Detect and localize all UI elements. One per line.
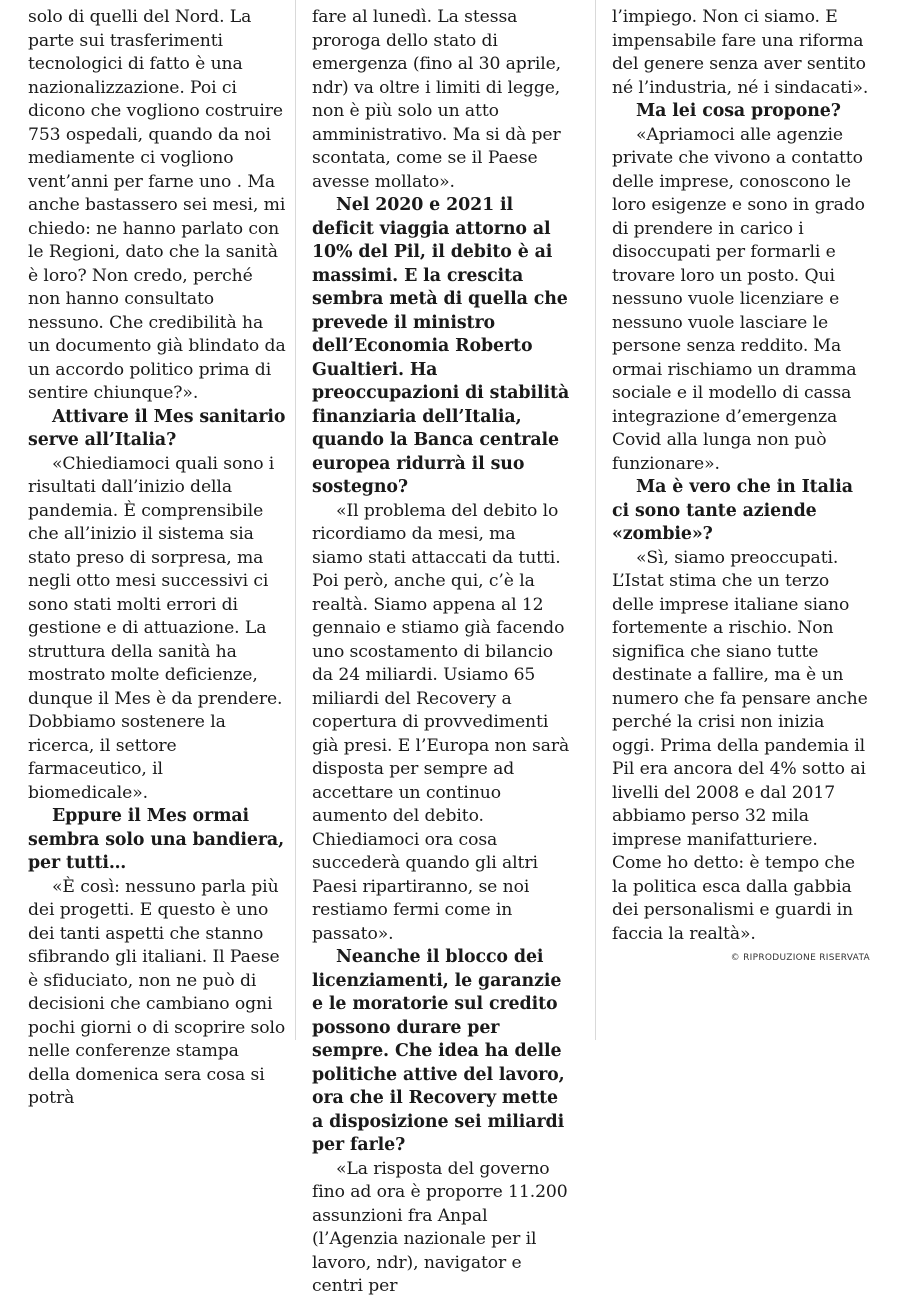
- interview-question: Ma lei cosa propone?: [636, 101, 841, 121]
- answer-continuation: fare al lunedì. La stessa proroga dello stato di emergenza (fino al 30 aprile, ndr) va oltre i limiti di legge, non è più solo un atto amministrativo. Ma si dà per scontata, come se il Paese avesse mollato».: [312, 7, 562, 192]
- answer-continuation: solo di quelli del Nord. La parte sui trasferimenti tecnologici di fatto è una nazionalizzazione. Poi ci dicono che vogliono costruire 753 ospedali, quando da noi mediamente ci vogliono vent’anni per farne uno . Ma anche bastassero sei mesi, mi chiedo: ne hanno parlato con le Regioni, dato che la sanità è loro? Non credo, perché non hanno consultato nessuno. Che credibilità ha un documento già blindato da un accordo politico prima di sentire chiunque?».: [28, 7, 286, 403]
- interview-question: Nel 2020 e 2021 il deficit viaggia attorno al 10% del Pil, il debito è ai massimi. E la crescita sembra metà di quella che prevede il ministro dell’Economia Roberto Gualtieri. Ha preoccupazioni di stabilità finanziaria dell’Italia, quando la Banca centrale europea ridurrà il suo sostegno?: [312, 195, 570, 497]
- interview-answer: «Sì, siamo preoccupati. L’Istat stima che un terzo delle imprese italiane siano fortemente a rischio. Non significa che siano tutte destinate a fallire, ma è un numero che fa pensare anche perché la crisi non inizia oggi. Prima della pandemia il Pil era ancora del 4% sotto ai livelli del 2008 e dal 2017 abbiamo perso 32 mila imprese manifatturiere. Come ho detto: è tempo che la politica esca dalla gabbia dei personalismi e guardi in faccia la realtà».: [612, 547, 868, 944]
- interview-answer: «Apriamoci alle agenzie private che vivono a contatto delle imprese, conoscono le loro esigenze e sono in grado di prendere in carico i disoccupati per formarli e trovare loro un posto. Qui nessuno vuole licenziare e nessuno vuole lasciare le persone senza reddito. Ma ormai rischiamo un dramma sociale e il modello di cassa integrazione d’emergenza Covid alla lunga non può funzionare».: [612, 124, 865, 474]
- article-column-1: [28, 6, 286, 1111]
- copyright-notice: © RIPRODUZIONE RISERVATA: [730, 953, 870, 963]
- answer-continuation: l’impiego. Non ci siamo. E impensabile fare una riforma del genere senza aver sentito né l’industria, né i sindacati».: [612, 7, 869, 98]
- article-column-2: [312, 6, 570, 1299]
- article-column-3: [612, 6, 870, 964]
- interview-answer: «La risposta del governo fino ad ora è proporre 11.200 assunzioni fra Anpal (l’Agenzia nazionale per il lavoro, ndr), navigator e centri per: [312, 1158, 568, 1296]
- column-divider: [295, 0, 296, 1040]
- column-divider: [595, 0, 596, 1040]
- interview-question: Ma è vero che in Italia ci sono tante aziende «zombie»?: [612, 477, 853, 544]
- interview-question: Attivare il Mes sanitario serve all’Italia?: [28, 406, 286, 450]
- interview-answer: «Il problema del debito lo ricordiamo da mesi, ma siamo stati attaccati da tutti. Poi però, anche qui, c’è la realtà. Siamo appena al 12 gennaio e stiamo già facendo uno scostamento di bilancio da 24 miliardi. Usiamo 65 miliardi del Recovery a copertura di provvedimenti già presi. E l’Europa non sarà disposta per sempre ad accettare un continuo aumento del debito. Chiediamoci ora cosa succederà quando gli altri Paesi ripartiranno, se noi restiamo fermi come in passato».: [312, 500, 570, 944]
- interview-answer: «Chiediamoci quali sono i risultati dall’inizio della pandemia. È comprensibile che all’inizio il sistema sia stato preso di sorpresa, ma negli otto mesi successivi ci sono stati molti errori di gestione e di attuazione. La struttura della sanità ha mostrato molte deficienze, dunque il Mes è da prendere. Dobbiamo sostenere la ricerca, il settore farmaceutico, il biomedicale».: [28, 453, 283, 803]
- interview-answer: «È così: nessuno parla più dei progetti. E questo è uno dei tanti aspetti che stanno sfibrando gli italiani. Il Paese è sfiduciato, non ne può di decisioni che cambiano ogni pochi giorni o di scoprire solo nelle conferenze stampa della domenica sera cosa si potrà: [28, 876, 286, 1108]
- interview-question: Eppure il Mes ormai sembra solo una bandiera, per tutti…: [28, 806, 285, 873]
- interview-question: Neanche il blocco dei licenziamenti, le garanzie e le moratorie sul credito possono durare per sempre. Che idea ha delle politiche attive del lavoro, ora che il Recovery mette a disposizione sei miliardi per farle?: [312, 947, 565, 1155]
